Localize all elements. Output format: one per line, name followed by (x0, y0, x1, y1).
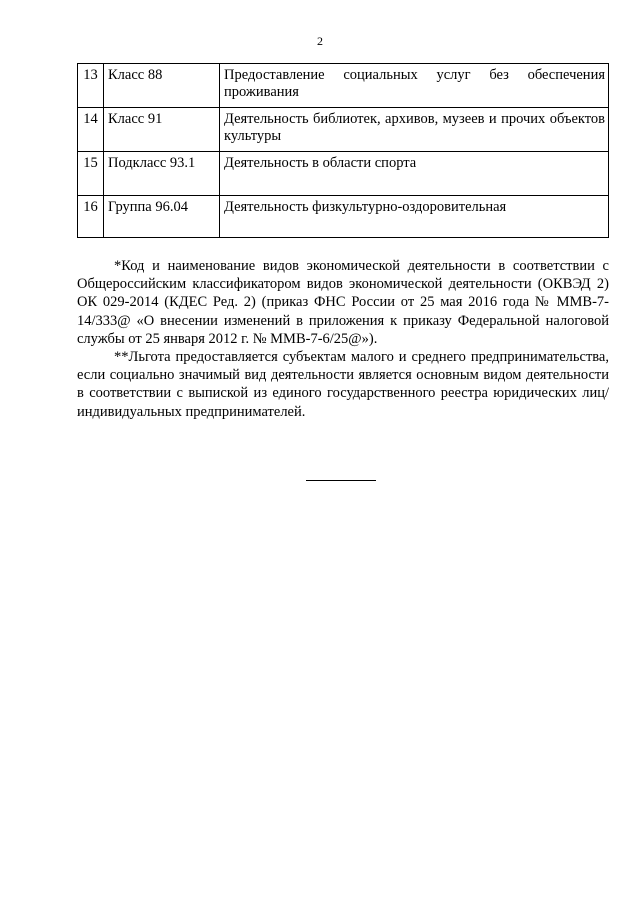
row-number: 14 (78, 108, 104, 152)
okved-code: Класс 88 (104, 64, 220, 108)
activity-description: Деятельность в области спорта (220, 152, 609, 196)
table-row (78, 196, 609, 238)
activity-description: Предоставление социальных услуг без обеспечения проживания (220, 64, 609, 108)
table-row (78, 108, 609, 152)
activity-codes-table (77, 63, 609, 238)
table-row (78, 152, 609, 196)
page-number: 2 (317, 34, 323, 48)
footnote-benefit: **Льгота предоставляется субъектам малого и среднего предпринимательства, если социально значимый вид деятельности является основным видом деятельности в соответствии с выпиской из единого государственного реестра юридических лиц/индивидуальных предпринимателей. (77, 349, 609, 420)
okved-code: Подкласс 93.1 (104, 152, 220, 196)
activity-description: Деятельность библиотек, архивов, музеев и прочих объектов культуры (220, 108, 609, 152)
table-row (78, 64, 609, 108)
row-number: 15 (78, 152, 104, 196)
row-number: 13 (78, 64, 104, 108)
row-number: 16 (78, 196, 104, 238)
footnote-okved: *Код и наименование видов экономической деятельности в соответствии с Общероссийским классификатором видов экономической деятельности (ОКВЭД 2) ОК 029-2014 (КДЕС Ред. 2) (приказ ФНС России от 25 мая 2016 года № ММВ-7-14/333@ «О внесении изменений в приложения к приказу Федеральной налоговой службы от 25 января 2012 г. № ММВ-7-6/25@»). (77, 258, 609, 347)
activity-description: Деятельность физкультурно-оздоровительная (220, 196, 609, 238)
okved-code: Класс 91 (104, 108, 220, 152)
okved-code: Группа 96.04 (104, 196, 220, 238)
end-of-document-line (306, 480, 376, 481)
footnotes (77, 257, 609, 421)
